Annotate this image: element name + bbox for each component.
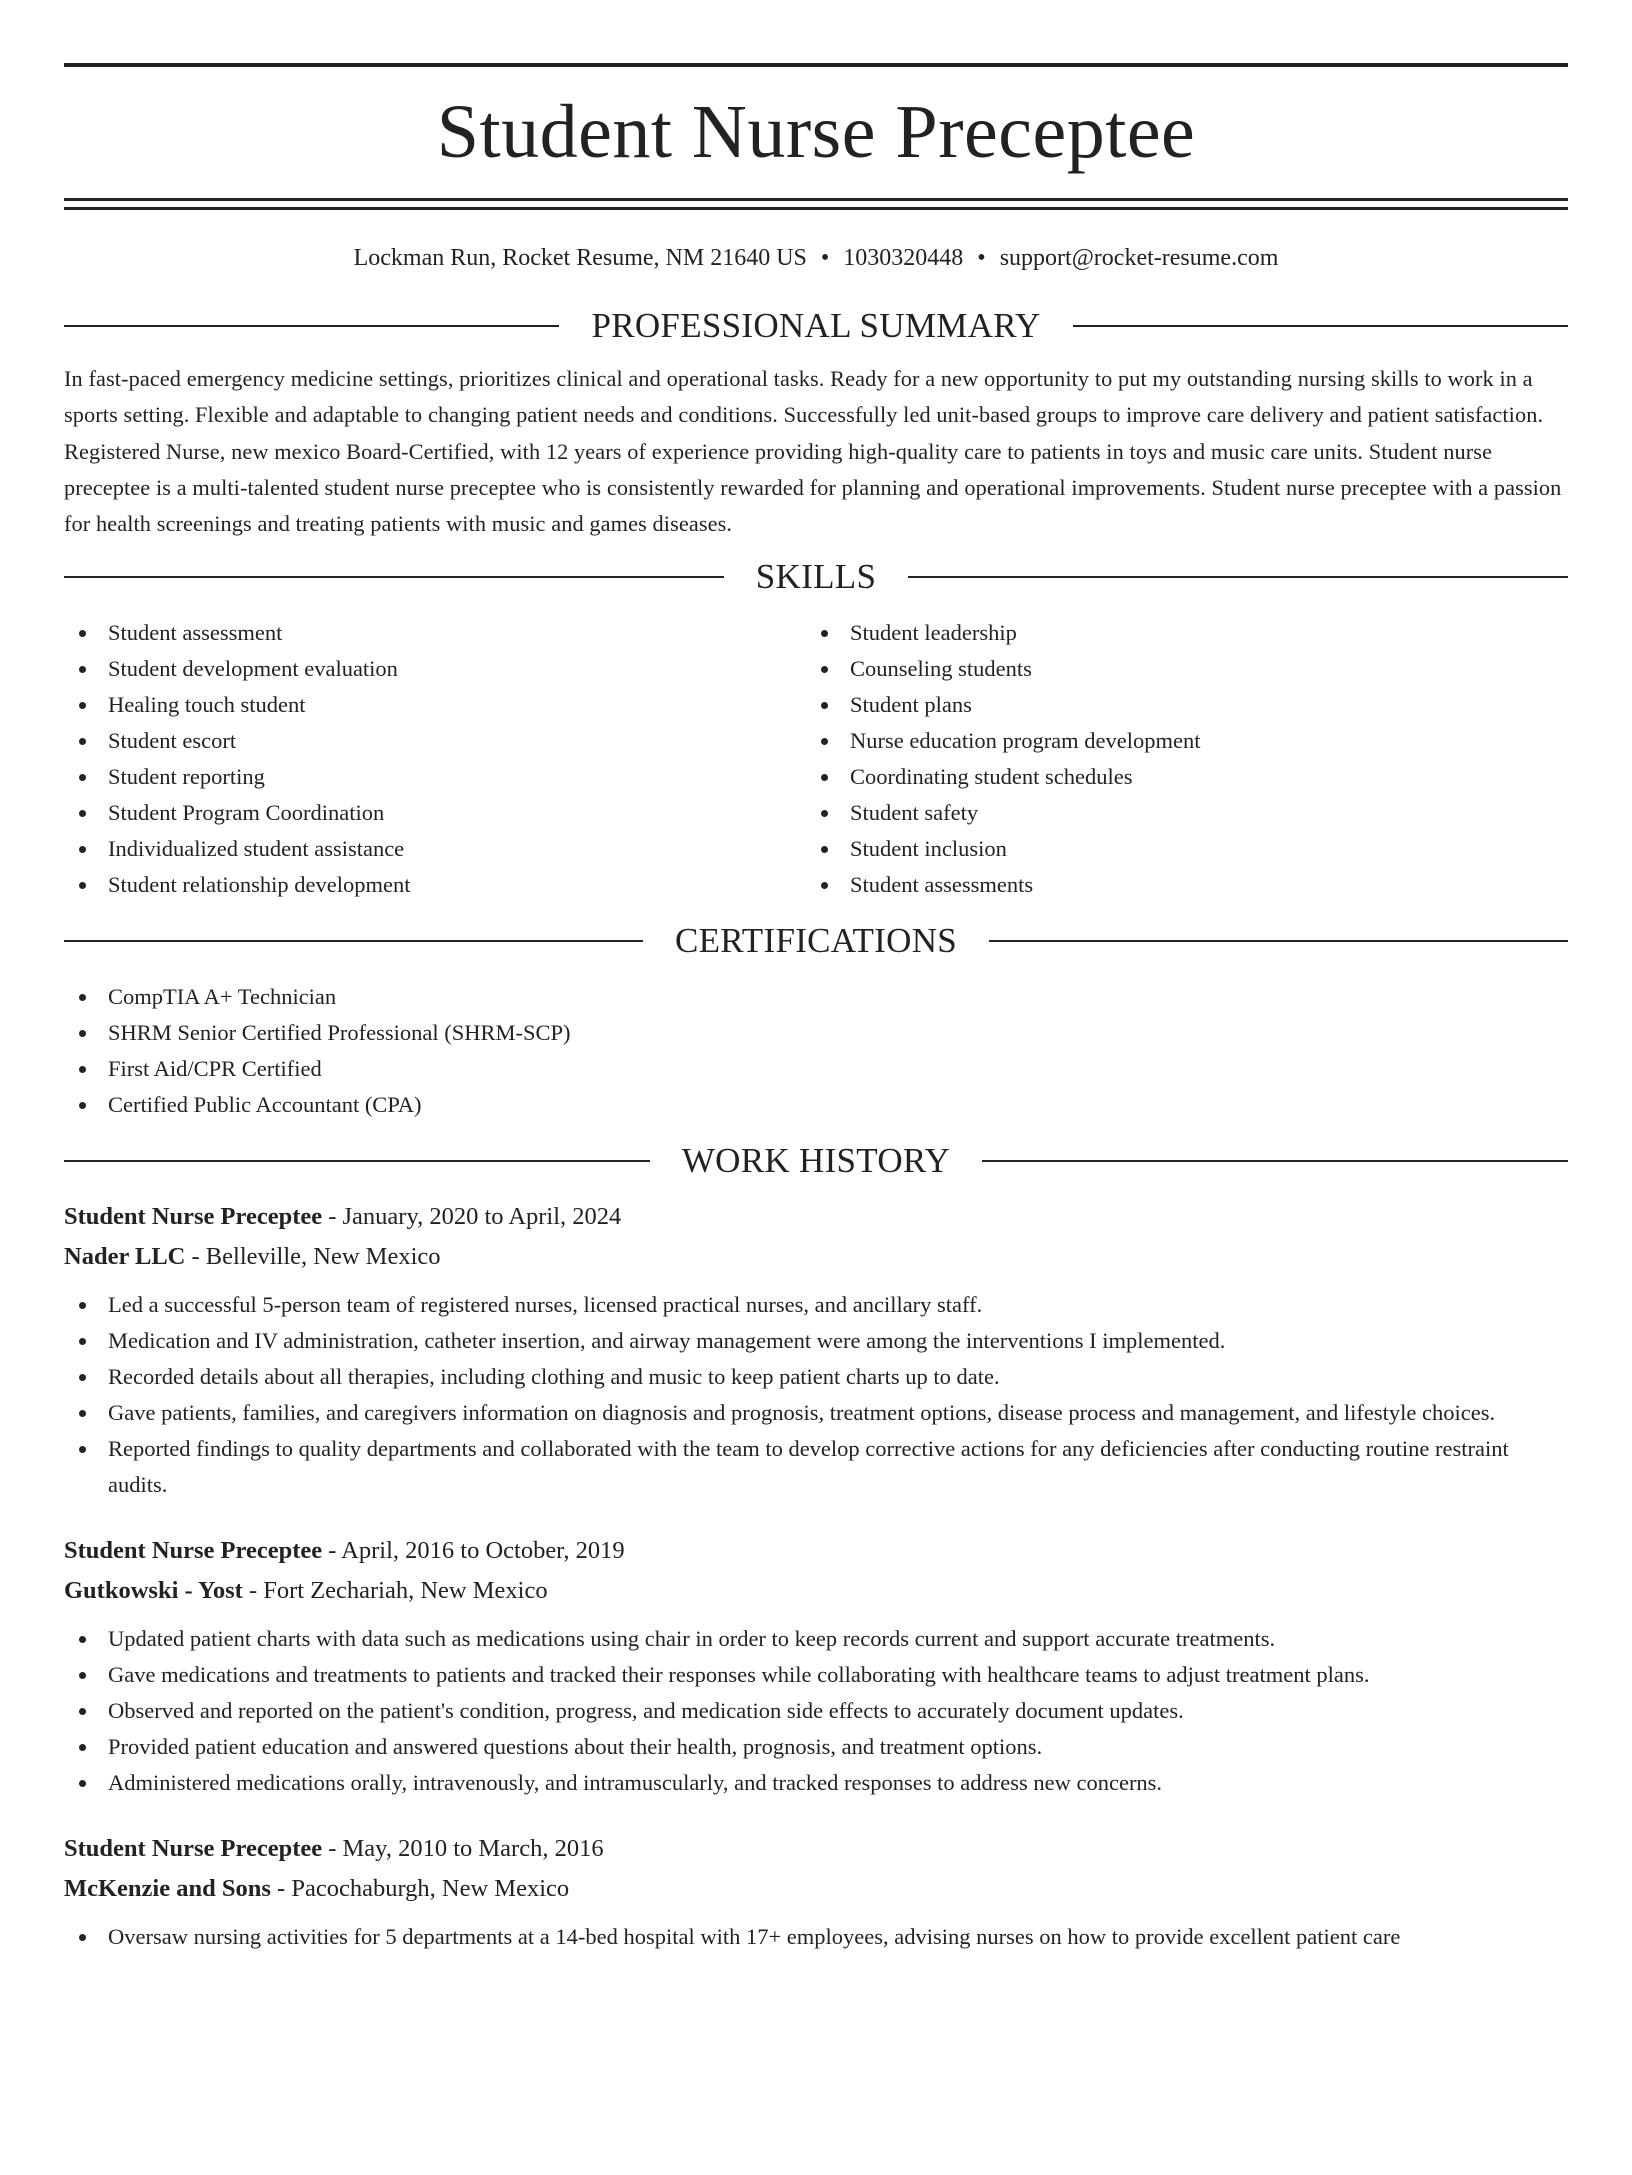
job-dates: - January, 2020 to April, 2024 — [322, 1203, 622, 1231]
skill-item: Student plans — [806, 687, 1548, 723]
job-title-line — [64, 1829, 1568, 1869]
job-location: - Fort Zechariah, New Mexico — [242, 1577, 548, 1605]
job-role: Student Nurse Preceptee — [64, 1835, 323, 1863]
section-title-skills: SKILLS — [755, 557, 877, 597]
section-rule — [64, 940, 643, 942]
section-rule — [982, 1160, 1568, 1162]
skill-item: Student leadership — [806, 615, 1548, 651]
job-company: McKenzie and Sons — [64, 1875, 271, 1903]
job-company: Nader LLC — [64, 1243, 186, 1271]
job-duties-list — [64, 1621, 1568, 1801]
job-duties-list — [64, 1287, 1568, 1503]
job-dates: - April, 2016 to October, 2019 — [322, 1537, 625, 1565]
contact-address: Lockman Run, Rocket Resume, NM 21640 US — [353, 245, 807, 271]
skill-item: Individualized student assistance — [64, 831, 806, 867]
certification-item: Certified Public Accountant (CPA) — [64, 1087, 1568, 1123]
section-header-summary — [64, 306, 1568, 346]
section-rule — [989, 940, 1568, 942]
skill-item: Healing touch student — [64, 687, 806, 723]
skill-item: Student reporting — [64, 759, 806, 795]
job-duty-item: Medication and IV administration, catheter insertion, and airway management were among the interventions I implemented. — [64, 1323, 1568, 1359]
resume-page — [0, 63, 1632, 2175]
job-dates: - May, 2010 to March, 2016 — [322, 1835, 604, 1863]
skill-item: Student relationship development — [64, 867, 806, 903]
contact-phone: 1030320448 — [843, 245, 964, 271]
job-duty-item: Observed and reported on the patient's condition, progress, and medication side effects to accurately document updates. — [64, 1693, 1568, 1729]
skill-item: Student safety — [806, 795, 1548, 831]
contact-separator: • — [820, 245, 830, 271]
contact-line — [64, 243, 1568, 273]
job-title-line — [64, 1531, 1568, 1571]
job-duty-item: Recorded details about all therapies, including clothing and music to keep patient charts up to date. — [64, 1359, 1568, 1395]
skill-item: Student Program Coordination — [64, 795, 806, 831]
job-entry — [64, 1531, 1568, 1801]
candidate-name: Student Nurse Preceptee — [436, 90, 1196, 174]
job-duty-item: Led a successful 5-person team of registered nurses, licensed practical nurses, and ancillary staff. — [64, 1287, 1568, 1323]
job-role: Student Nurse Preceptee — [64, 1203, 323, 1231]
skill-item: Student assessments — [806, 867, 1548, 903]
skills-grid — [64, 615, 1568, 903]
section-rule — [1073, 325, 1568, 327]
skills-list-right — [806, 615, 1548, 903]
job-location: - Belleville, New Mexico — [185, 1243, 441, 1271]
section-rule — [64, 576, 724, 578]
header-top-rule — [64, 63, 1568, 67]
section-title-certifications: CERTIFICATIONS — [674, 921, 958, 961]
job-duty-item: Gave patients, families, and caregivers information on diagnosis and prognosis, treatment options, disease process and management, and lifestyle choices. — [64, 1395, 1568, 1431]
skill-item: Student escort — [64, 723, 806, 759]
skill-item: Coordinating student schedules — [806, 759, 1548, 795]
section-title-work-history: WORK HISTORY — [681, 1141, 951, 1181]
job-title-line — [64, 1197, 1568, 1237]
section-rule — [64, 325, 559, 327]
job-duty-item: Gave medications and treatments to patients and tracked their responses while collaborating with healthcare teams to adjust treatment plans. — [64, 1657, 1568, 1693]
section-rule — [908, 576, 1568, 578]
job-role: Student Nurse Preceptee — [64, 1537, 323, 1565]
job-duty-item: Provided patient education and answered questions about their health, prognosis, and treatment options. — [64, 1729, 1568, 1765]
job-company-line — [64, 1237, 1568, 1277]
job-duty-item: Oversaw nursing activities for 5 departments at a 14-bed hospital with 17+ employees, advising nurses on how to provide excellent patient care — [64, 1919, 1568, 1955]
job-location: - Pacochaburgh, New Mexico — [270, 1875, 570, 1903]
job-entry — [64, 1197, 1568, 1503]
job-duty-item: Updated patient charts with data such as medications using chair in order to keep records current and support accurate treatments. — [64, 1621, 1568, 1657]
certification-item: SHRM Senior Certified Professional (SHRM-SCP) — [64, 1015, 1568, 1051]
skill-item: Student development evaluation — [64, 651, 806, 687]
skill-item: Nurse education program development — [806, 723, 1548, 759]
job-duty-item: Reported findings to quality departments and collaborated with the team to develop corrective actions for any deficiencies after conducting routine restraint audits. — [64, 1431, 1568, 1503]
summary-text: In fast-paced emergency medicine settings, prioritizes clinical and operational tasks. Ready for a new opportunity to put my outstanding nursing skills to work in a sports setting. Flexible and adaptable to changing patient needs and conditions. Successfully led unit-based groups to improve care delivery and patient satisfaction. Registered Nurse, new mexico Board-Certified, with 12 years of experience providing high-quality care to patients in toys and music care units. Student nurse preceptee is a multi-talented student nurse preceptee who is consistently rewarded for planning and operational improvements. Student nurse preceptee with a passion for health screenings and treating patients with music and games diseases. — [64, 366, 1562, 537]
contact-separator: • — [977, 245, 986, 271]
skill-item: Student inclusion — [806, 831, 1548, 867]
contact-email[interactable]: support@rocket-resume.com — [999, 245, 1279, 271]
job-duties-list — [64, 1919, 1568, 1955]
job-company: Gutkowski - Yost — [64, 1577, 243, 1605]
header-double-rule — [64, 198, 1568, 210]
section-rule — [64, 1160, 650, 1162]
section-header-work-history — [64, 1141, 1568, 1181]
skills-list-left — [64, 615, 806, 903]
section-title-summary: PROFESSIONAL SUMMARY — [591, 306, 1041, 345]
skills-column-right — [806, 615, 1548, 903]
section-header-skills — [64, 557, 1568, 597]
job-duty-item: Administered medications orally, intravenously, and intramuscularly, and tracked responses to address new concerns. — [64, 1765, 1568, 1801]
skills-column-left — [64, 615, 806, 903]
certification-item: First Aid/CPR Certified — [64, 1051, 1568, 1087]
section-header-certifications — [64, 921, 1568, 961]
job-company-line — [64, 1869, 1568, 1909]
certifications-list — [64, 979, 1568, 1123]
job-entry — [64, 1829, 1568, 1955]
certification-item: CompTIA A+ Technician — [64, 979, 1568, 1015]
job-company-line — [64, 1571, 1568, 1611]
skill-item: Counseling students — [806, 651, 1548, 687]
skill-item: Student assessment — [64, 615, 806, 651]
